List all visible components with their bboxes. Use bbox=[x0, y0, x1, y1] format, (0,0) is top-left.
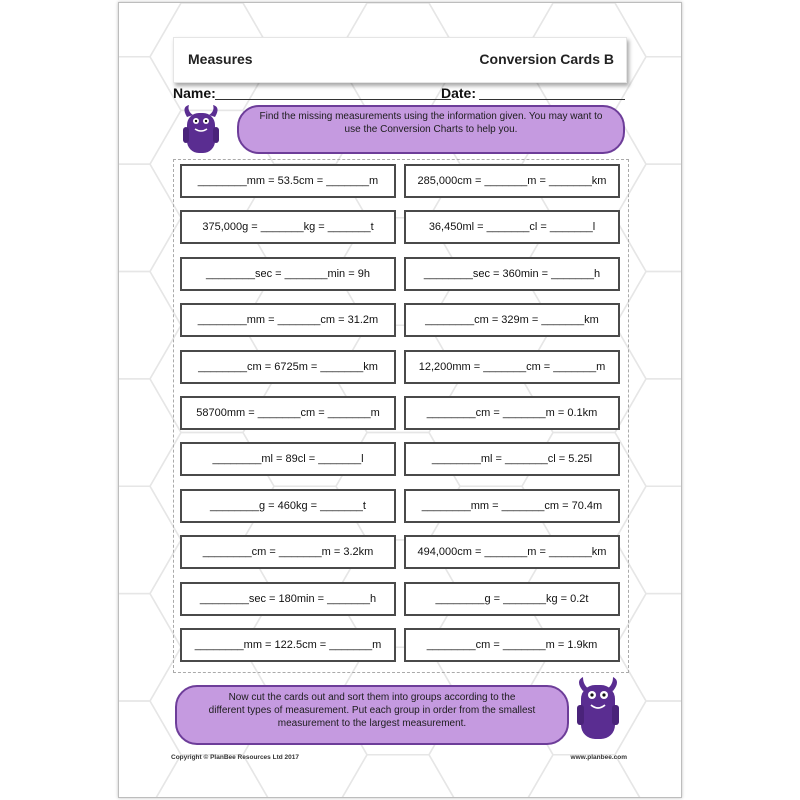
worksheet-title: Measures bbox=[188, 51, 253, 67]
name-line[interactable] bbox=[215, 99, 451, 100]
conversion-card: 285,000cm = _______m = _______km bbox=[404, 164, 620, 198]
conversion-card: ________ml = 89cl = _______l bbox=[180, 442, 396, 476]
instruction-text-line: different types of measurement. Put each group in order from the smallest bbox=[208, 705, 536, 716]
instruction-text-line: use the Conversion Charts to help you. bbox=[344, 124, 518, 135]
conversion-card: ________cm = 329m = _______km bbox=[404, 303, 620, 337]
conversion-card: 12,200mm = _______cm = _______m bbox=[404, 350, 620, 384]
conversion-card: ________mm = 53.5cm = _______m bbox=[180, 164, 396, 198]
conversion-card: 375,000g = _______kg = _______t bbox=[180, 210, 396, 244]
date-line[interactable] bbox=[479, 99, 625, 100]
website-text: www.planbee.com bbox=[570, 754, 627, 761]
date-label: Date: bbox=[441, 85, 477, 101]
instruction-bubble-top bbox=[237, 105, 625, 154]
instruction-bubble-bottom bbox=[175, 685, 569, 745]
conversion-card: ________mm = 122.5cm = _______m bbox=[180, 628, 396, 662]
copyright-text: Copyright © PlanBee Resources Ltd 2017 bbox=[171, 754, 299, 761]
conversion-card: ________sec = 180min = _______h bbox=[180, 582, 396, 616]
conversion-card: ________mm = _______cm = 70.4m bbox=[404, 489, 620, 523]
name-date-row bbox=[173, 85, 625, 103]
conversion-card: ________mm = _______cm = 31.2m bbox=[180, 303, 396, 337]
monster-icon bbox=[571, 675, 625, 743]
conversion-card: ________cm = _______m = 3.2km bbox=[180, 535, 396, 569]
conversion-card: 494,000cm = _______m = _______km bbox=[404, 535, 620, 569]
conversion-card: ________cm = _______m = 0.1km bbox=[404, 396, 620, 430]
worksheet-subtitle: Conversion Cards B bbox=[479, 51, 614, 67]
conversion-card: ________cm = _______m = 1.9km bbox=[404, 628, 620, 662]
conversion-card: ________sec = 360min = _______h bbox=[404, 257, 620, 291]
conversion-card: ________ml = _______cl = 5.25l bbox=[404, 442, 620, 476]
conversion-card: 36,450ml = _______cl = _______l bbox=[404, 210, 620, 244]
conversion-card: ________g = _______kg = 0.2t bbox=[404, 582, 620, 616]
instruction-text-line: Find the missing measurements using the information given. You may want to bbox=[259, 111, 603, 122]
conversion-card: 58700mm = _______cm = _______m bbox=[180, 396, 396, 430]
title-banner bbox=[173, 37, 627, 83]
name-label: Name: bbox=[173, 85, 216, 101]
conversion-card: ________g = 460kg = _______t bbox=[180, 489, 396, 523]
instruction-text-line: measurement to the largest measurement. bbox=[277, 718, 467, 729]
worksheet-page bbox=[118, 2, 682, 798]
cards-area bbox=[173, 159, 629, 673]
conversion-card: ________sec = _______min = 9h bbox=[180, 257, 396, 291]
monster-icon bbox=[177, 103, 225, 157]
instruction-text-line: Now cut the cards out and sort them into groups according to the bbox=[228, 692, 516, 703]
conversion-card: ________cm = 6725m = _______km bbox=[180, 350, 396, 384]
